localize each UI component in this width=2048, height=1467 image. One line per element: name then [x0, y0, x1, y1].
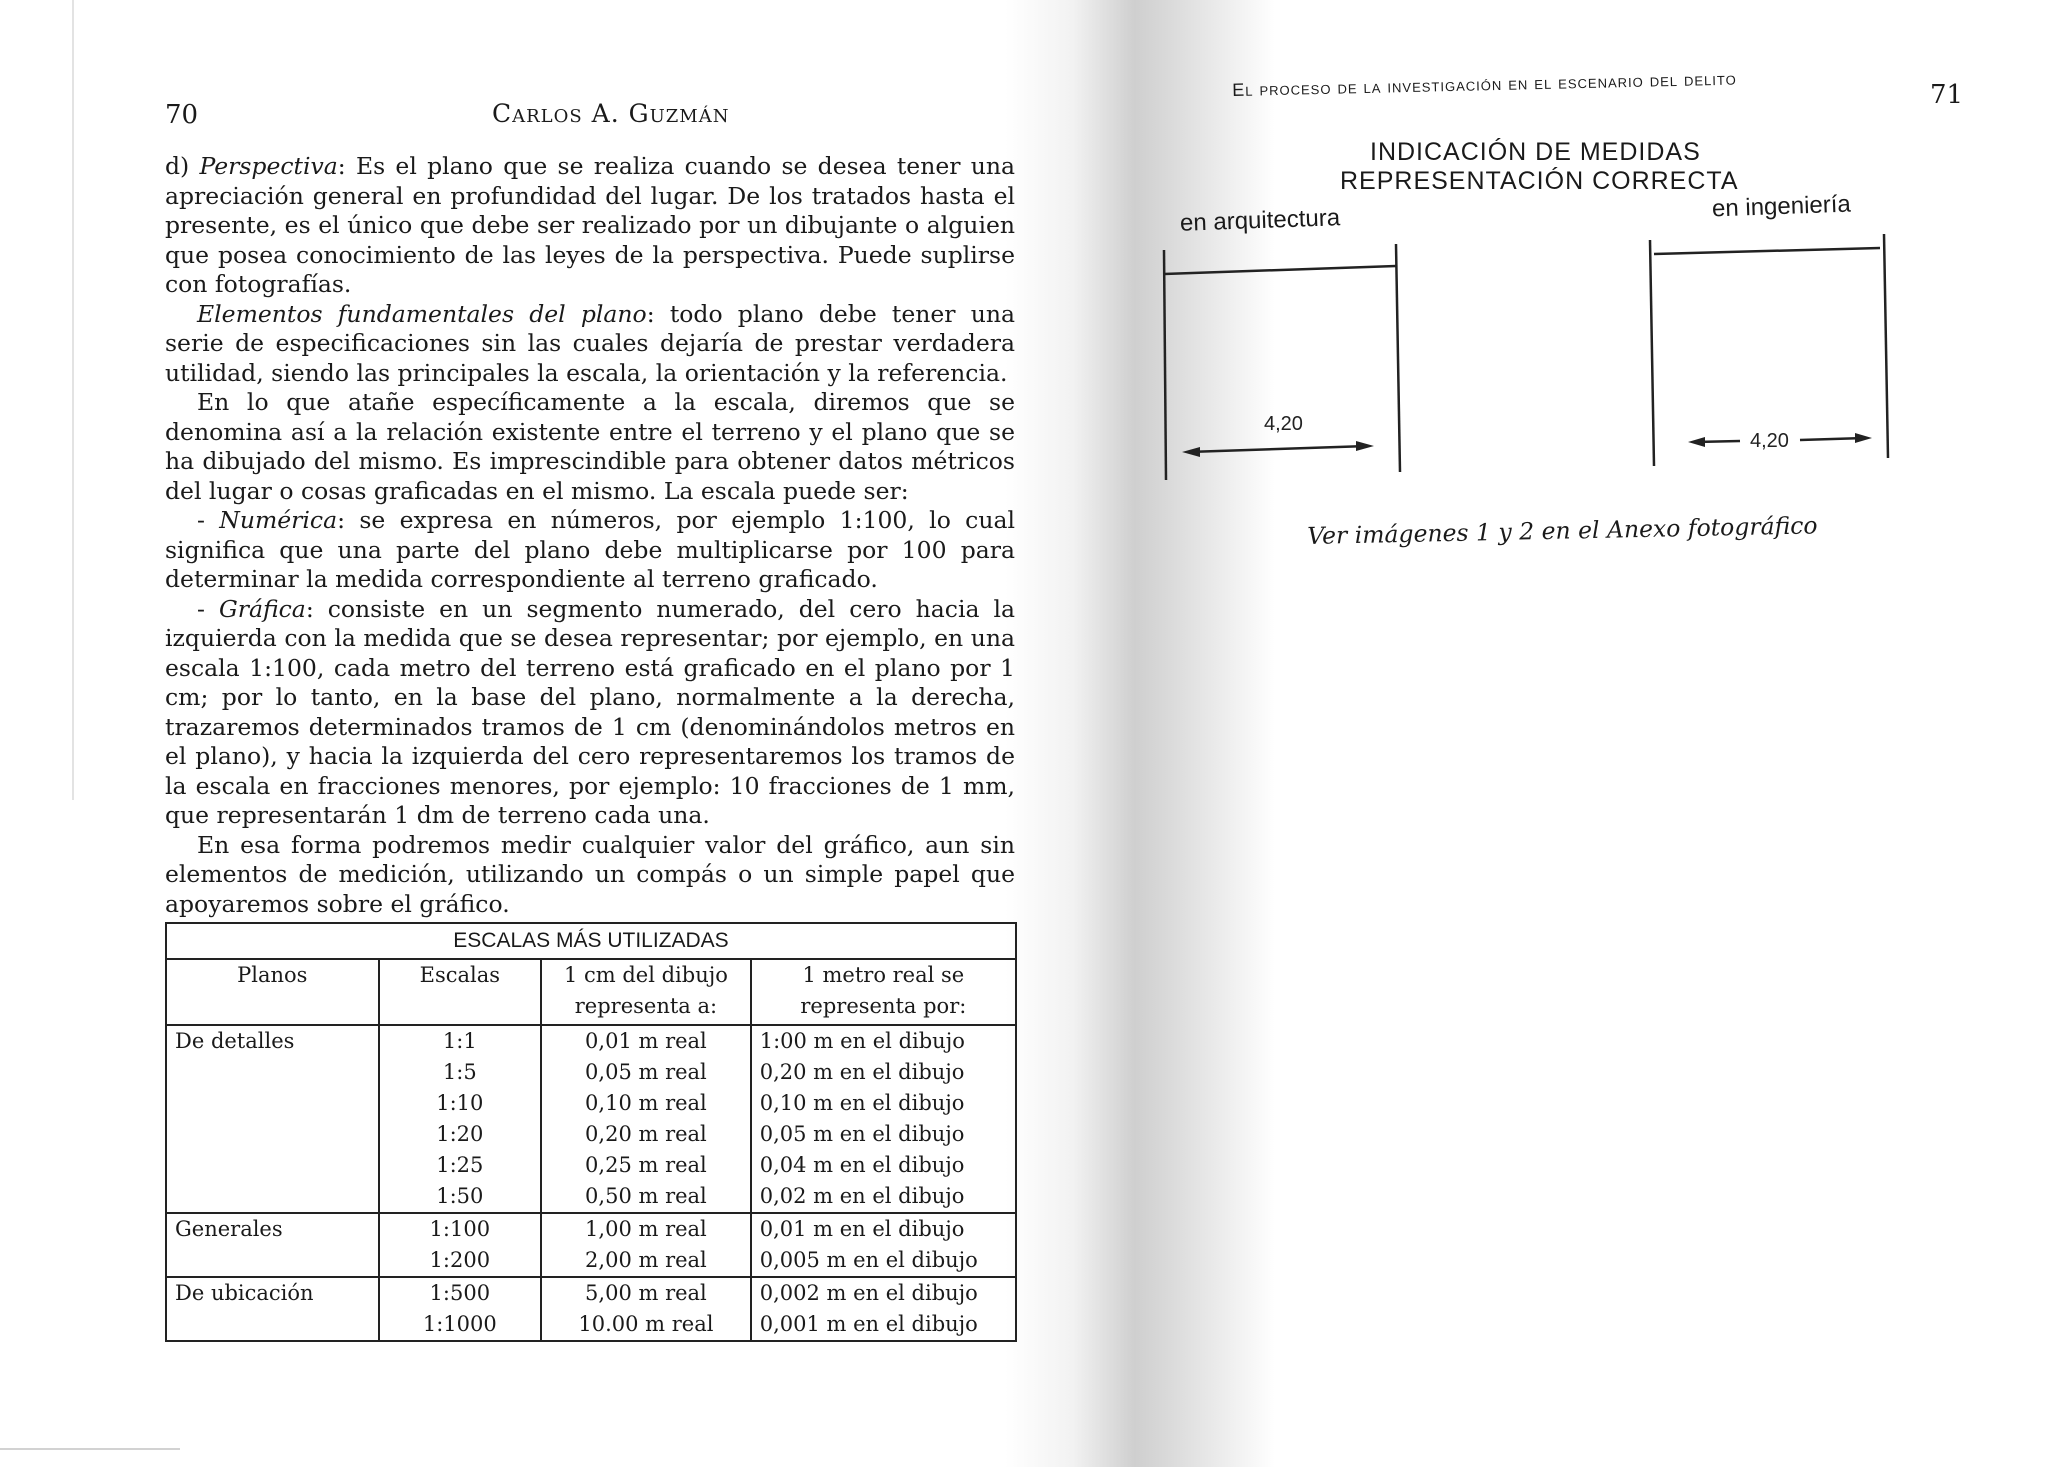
- arch-measure-label: 4,20: [1264, 413, 1303, 435]
- eng-arrow-left: [1688, 437, 1705, 447]
- drawing-cm-cell: 0,05 m real: [541, 1057, 751, 1088]
- scan-margin-line: [72, 0, 74, 800]
- plano-cell: [166, 1245, 379, 1277]
- paragraph-term: Perspectiva: [199, 152, 338, 180]
- scale-cell: 1:100: [379, 1213, 542, 1245]
- paragraph-lead: -: [197, 506, 220, 534]
- eng-measure-label: 4,20: [1750, 430, 1789, 452]
- table-row: [166, 1277, 1016, 1309]
- drawing-cm-cell: 0,25 m real: [541, 1150, 751, 1181]
- scale-cell: 1:500: [379, 1277, 542, 1309]
- arch-arrow-right: [1356, 441, 1374, 451]
- arch-dimension-line: [1188, 446, 1368, 452]
- measurement-diagram: [1160, 230, 1900, 480]
- scale-cell: 1:20: [379, 1119, 542, 1150]
- real-meter-cell: 0,01 m en el dibujo: [751, 1213, 1016, 1245]
- drawing-cm-cell: 0,10 m real: [541, 1088, 751, 1119]
- table-row: [166, 1245, 1016, 1277]
- plano-cell: [166, 1309, 379, 1341]
- scale-cell: 1:50: [379, 1181, 542, 1213]
- left-page-number: 70: [165, 100, 199, 130]
- paragraph-text: : Es el plano que se realiza cuando se desea tener una apreciación general en profundidad del lugar. De los tratados hasta el presente, es el único que debe ser realizado por un dibujante o alguien que posea conocimiento de las leyes de la perspectiva. Puede suplirse con fotografías.: [165, 152, 1016, 298]
- arch-arrow-left: [1182, 447, 1200, 457]
- scale-cell: 1:1000: [379, 1309, 542, 1341]
- real-meter-cell: 0,005 m en el dibujo: [751, 1245, 1016, 1277]
- table-header: Planos: [166, 959, 379, 1025]
- real-meter-cell: 1:00 m en el dibujo: [751, 1025, 1016, 1057]
- paragraph-term: Elementos fundamentales del plano: [197, 299, 647, 328]
- plano-cell: De detalles: [166, 1025, 379, 1057]
- table-header: 1 cm del dibujo representa a:: [541, 959, 751, 1025]
- left-running-head: Carlos A. Guzmán: [492, 99, 730, 128]
- paragraph-term: Numérica: [219, 506, 338, 534]
- real-meter-cell: 0,10 m en el dibujo: [751, 1088, 1016, 1119]
- scales-table: [165, 922, 1017, 1342]
- table-header: Escalas: [379, 959, 542, 1025]
- table-row: [166, 1119, 1016, 1150]
- paragraph-text: : se expresa en números, por ejemplo 1:100, lo cual significa que una parte del plano debe multiplicarse por 100 para determinar la medida correspondiente al terreno graficado.: [165, 506, 1015, 593]
- paragraph-text: En esa forma podremos medir cualquier valor del gráfico, aun sin elementos de medición, utilizando un compás o un simple papel que apoyaremos sobre el gráfico.: [165, 830, 1015, 918]
- eng-arrow-right: [1855, 433, 1872, 443]
- arch-right-line: [1396, 244, 1400, 472]
- body-paragraph: [165, 300, 1015, 389]
- drawing-cm-cell: 0,20 m real: [541, 1119, 751, 1150]
- real-meter-cell: 0,05 m en el dibujo: [751, 1119, 1016, 1150]
- real-meter-cell: 0,02 m en el dibujo: [751, 1181, 1016, 1213]
- table-row: [166, 1025, 1016, 1057]
- body-paragraph: [165, 595, 1015, 831]
- eng-top-line: [1654, 248, 1880, 254]
- plano-cell: [166, 1088, 379, 1119]
- drawing-cm-cell: 0,01 m real: [541, 1025, 751, 1057]
- right-page-number: 71: [1930, 80, 1964, 110]
- scale-cell: 1:200: [379, 1245, 542, 1277]
- plano-cell: [166, 1119, 379, 1150]
- paragraph-lead: -: [197, 594, 219, 623]
- table-row: [166, 1150, 1016, 1181]
- body-paragraph: [165, 388, 1015, 506]
- paragraph-term: Gráfica: [218, 594, 306, 623]
- drawing-cm-cell: 5,00 m real: [541, 1277, 751, 1309]
- drawing-cm-cell: 2,00 m real: [541, 1245, 751, 1277]
- paragraph-lead: d): [165, 152, 200, 180]
- paragraph-text: : todo plano debe tener una serie de especificaciones sin las cuales dejaría de prestar verdadera utilidad, siendo las principales la escala, la orientación y la referencia.: [165, 299, 1015, 387]
- body-paragraph: [165, 152, 1015, 300]
- paragraph-text: : consiste en un segmento numerado, del cero hacia la izquierda con la medida que se desea representar; por ejemplo, en una escala 1:100, cada metro del terreno está graficado en el plano por 1 cm; por lo tanto, en la base del plano, normalmente a la derecha, trazaremos determinados tramos de 1 cm (denominándolos metros en el plano), y hacia la izquierda del cero representaremos los tramos de la escala en fracciones menores, por ejemplo: 10 fracciones de 1 mm, que representarán 1 dm de terreno cada una.: [165, 594, 1015, 829]
- plano-cell: Generales: [166, 1213, 379, 1245]
- plano-cell: [166, 1057, 379, 1088]
- label-arquitectura: en arquitectura: [1179, 204, 1341, 237]
- eng-right-line: [1884, 234, 1888, 458]
- scale-cell: 1:5: [379, 1057, 542, 1088]
- drawing-cm-cell: 10.00 m real: [541, 1309, 751, 1341]
- table-header: 1 metro real se representa por:: [751, 959, 1016, 1025]
- photo-annex-caption: Ver imágenes 1 y 2 en el Anexo fotográfico: [1307, 511, 1818, 550]
- left-body-text: [165, 152, 1015, 919]
- real-meter-cell: 0,002 m en el dibujo: [751, 1277, 1016, 1309]
- real-meter-cell: 0,20 m en el dibujo: [751, 1057, 1016, 1088]
- table-row: [166, 1057, 1016, 1088]
- architecture-drawing: [1164, 244, 1400, 480]
- diagram-title-1: INDICACIÓN DE MEDIDAS: [1370, 138, 1701, 166]
- label-ingenieria: en ingeniería: [1711, 190, 1852, 223]
- body-paragraph: [165, 506, 1015, 595]
- real-meter-cell: 0,04 m en el dibujo: [751, 1150, 1016, 1181]
- plano-cell: [166, 1150, 379, 1181]
- plano-cell: De ubicación: [166, 1277, 379, 1309]
- real-meter-cell: 0,001 m en el dibujo: [751, 1309, 1016, 1341]
- scale-cell: 1:25: [379, 1150, 542, 1181]
- table-row: [166, 1181, 1016, 1213]
- paragraph-text: En lo que atañe específicamente a la escala, diremos que se denomina así a la relación existente entre el terreno y el plano que se ha dibujado del mismo. Es imprescindible para obtener datos métricos del lugar o cosas graficadas en el mismo. La escala puede ser:: [165, 388, 1015, 505]
- eng-left-line: [1650, 240, 1654, 466]
- plano-cell: [166, 1181, 379, 1213]
- table-row: [166, 1088, 1016, 1119]
- table-row: [166, 1213, 1016, 1245]
- body-paragraph: [165, 831, 1015, 920]
- table-row: [166, 1309, 1016, 1341]
- table-title: ESCALAS MÁS UTILIZADAS: [166, 923, 1016, 959]
- arch-left-line: [1164, 250, 1166, 480]
- right-running-head: El proceso de la investigación en el escenario del delito: [1232, 68, 1737, 100]
- drawing-cm-cell: 1,00 m real: [541, 1213, 751, 1245]
- scan-bottom-line: [0, 1448, 180, 1450]
- arch-top-line: [1164, 266, 1396, 274]
- drawing-cm-cell: 0,50 m real: [541, 1181, 751, 1213]
- diagram-title-2: REPRESENTACIÓN CORRECTA: [1340, 167, 1739, 195]
- scale-cell: 1:1: [379, 1025, 542, 1057]
- scale-cell: 1:10: [379, 1088, 542, 1119]
